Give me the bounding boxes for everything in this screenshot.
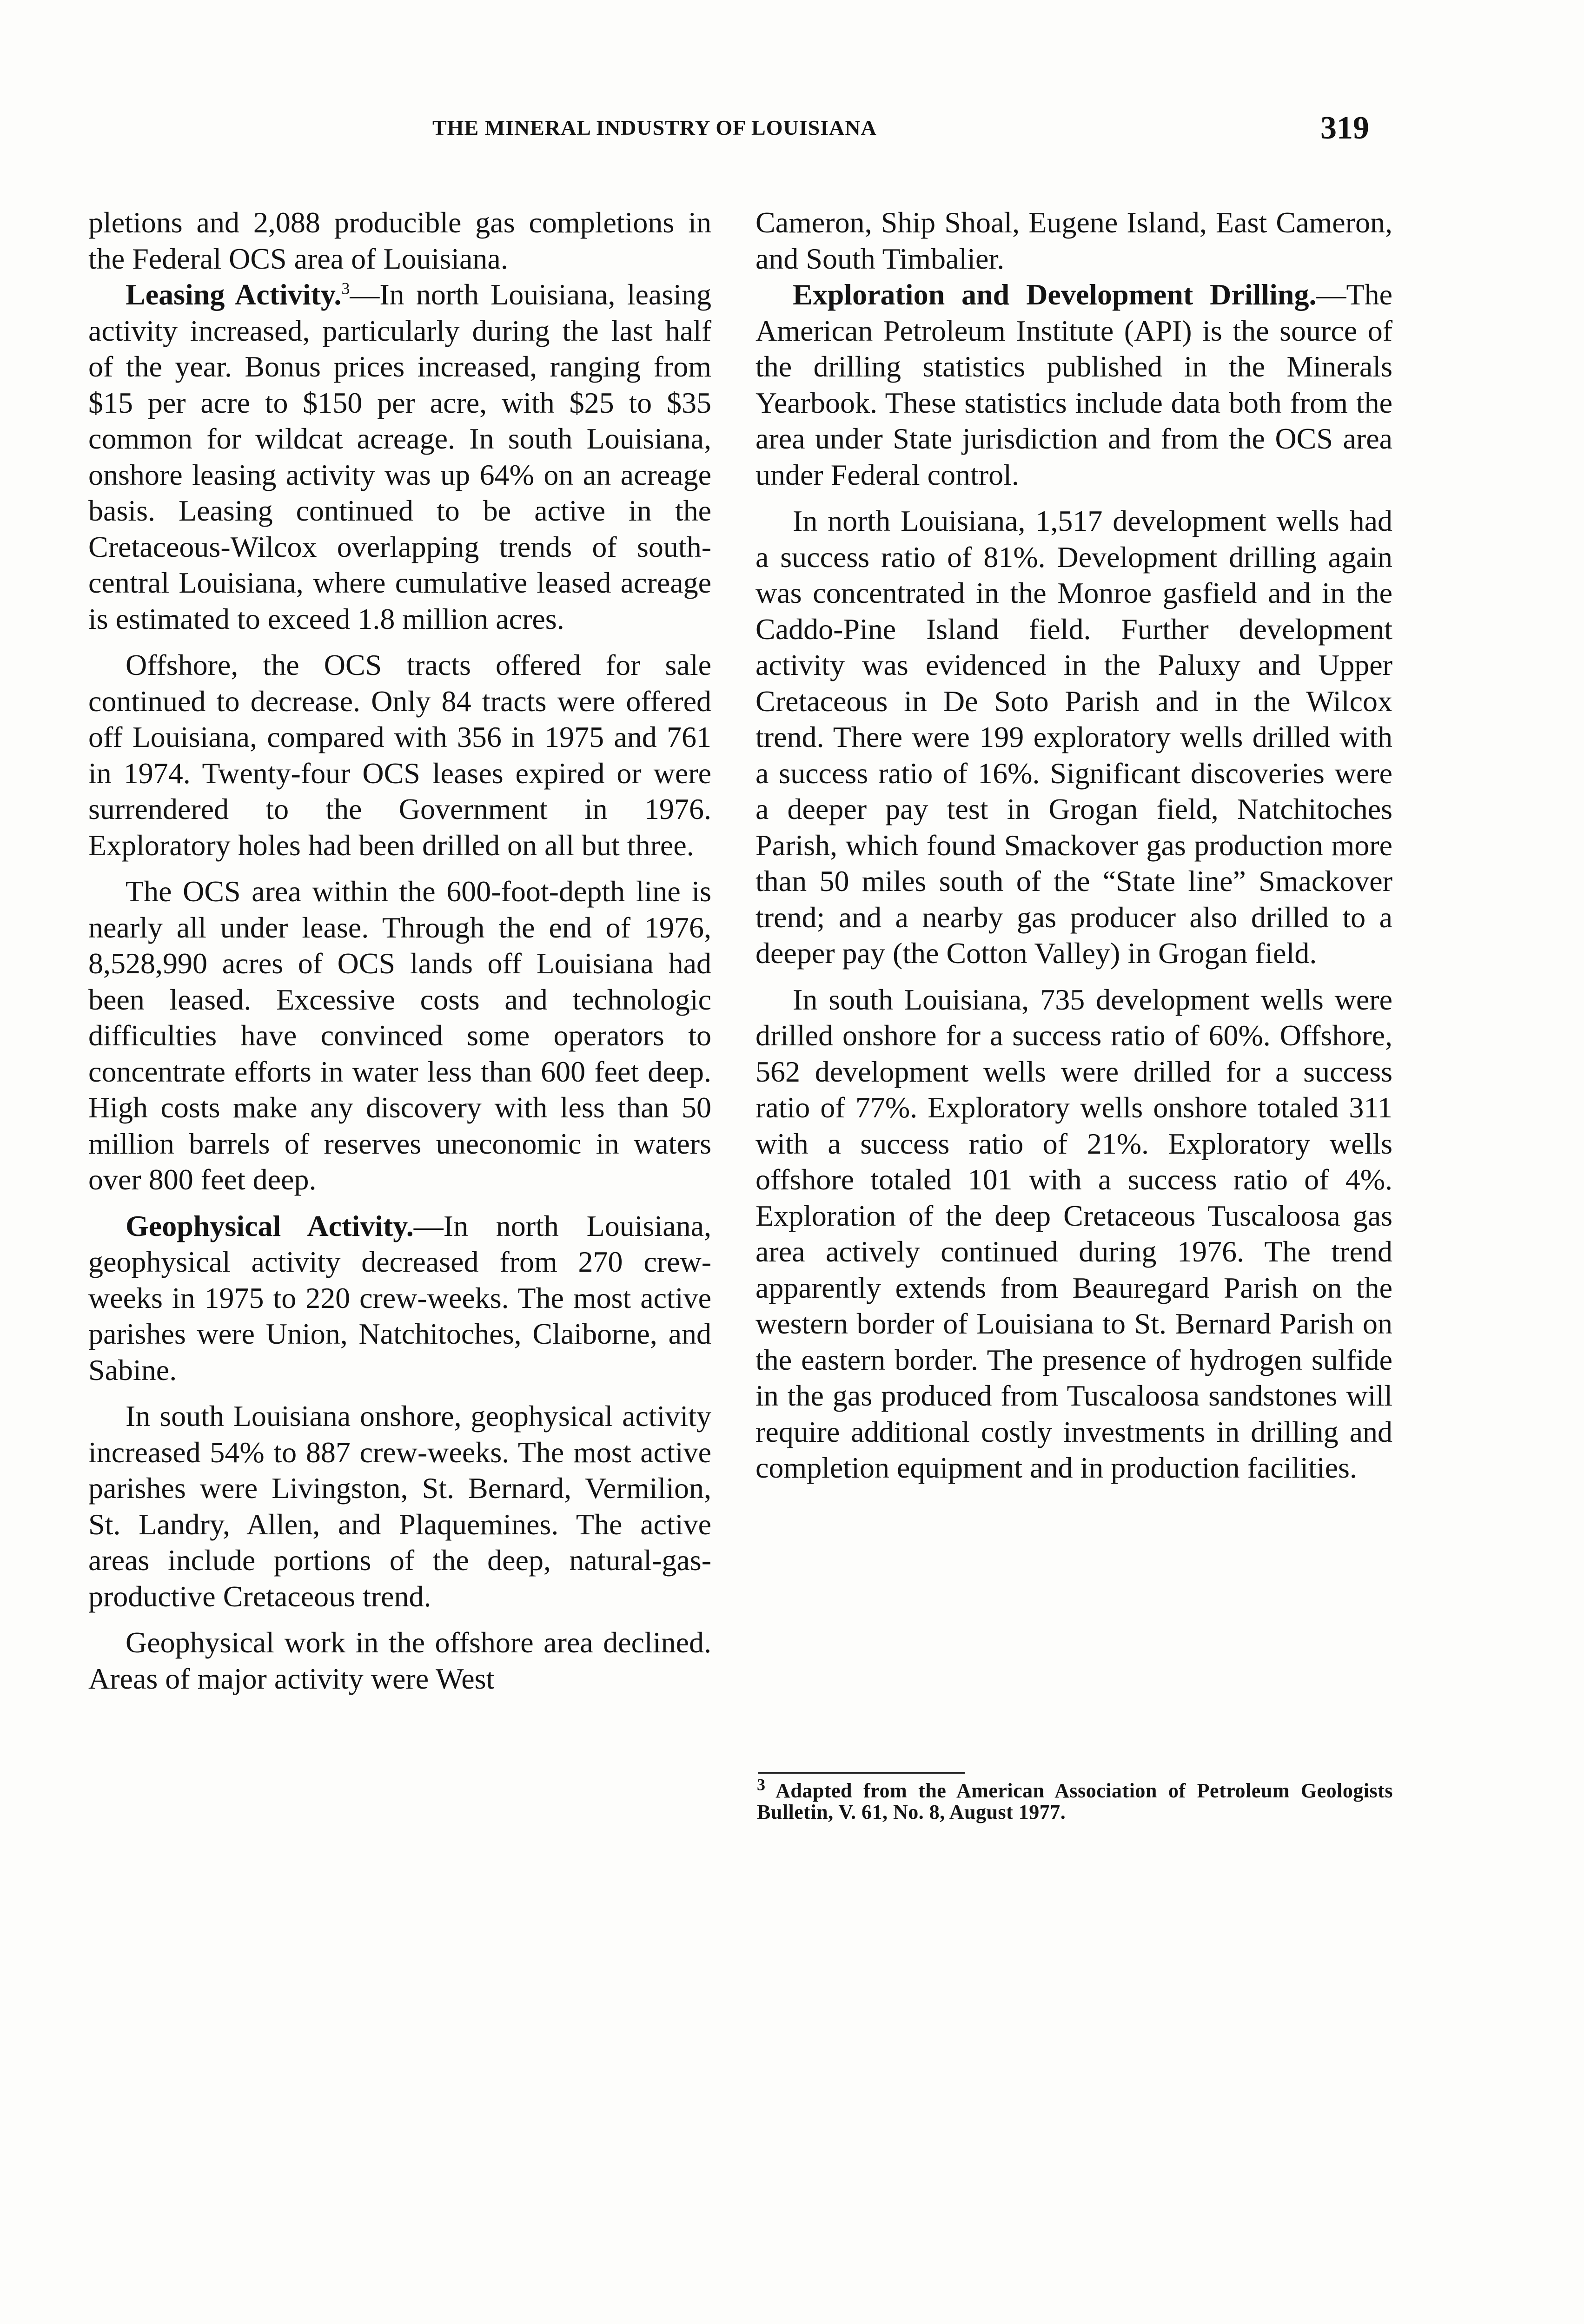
paragraph: In south Louisiana, 735 development wells were drilled onshore for a success ratio of 60%. Offshore, 562 development wells were drilled for a success ratio of 77%. Exploratory wells onshore totaled 311 with a success ratio of 21%. Exploratory wells offshore totaled 101 with a success ratio of 4%. Exploration of the deep Cretaceous Tuscaloosa gas area actively continued during 1976. The trend apparently extends from Beauregard Parish on the western border of Louisiana to St. Bernard Parish on the eastern border. The presence of hydrogen sulfide in the gas produced from Tuscaloosa sandstones will require additional costly investments in drilling and completion equipment and in production facilities. bbox=[756, 983, 1392, 1484]
paragraph: Cameron, Ship Shoal, Eugene Island, East Cameron, and South Timbalier. bbox=[756, 206, 1392, 275]
paragraph: In south Louisiana onshore, geophysical activity increased 54% to 887 crew-weeks. The most active parishes were Livingston, St. Bernard, Vermilion, St. Landry, Allen, and Plaquemines. The active areas include portions of the deep, natural-gas-productive Cretaceous trend. bbox=[88, 1400, 711, 1613]
right-column bbox=[756, 205, 1392, 1486]
footnote bbox=[757, 1775, 1393, 1823]
paragraph: Geophysical work in the offshore area declined. Areas of major activity were West bbox=[88, 1626, 711, 1695]
paragraph-text: —In north Louisiana, leasing activity increased, particularly during the last half of the year. Bonus prices increased, ranging from $15 per acre to $150 per acre, with $25 to $35 common for wildcat acreage. In south Louisiana, onshore leasing activity was up 64% on an acreage basis. Leasing continued to be active in the Cretaceous-Wilcox overlapping trends of south-central Louisiana, where cumulative leased acreage is estimated to exceed 1.8 million acres. bbox=[88, 278, 711, 635]
paragraph: pletions and 2,088 producible gas completions in the Federal OCS area of Louisiana. bbox=[88, 206, 711, 275]
paragraph-geophysical-activity bbox=[88, 1208, 711, 1388]
section-heading: Geophysical Activity. bbox=[126, 1209, 414, 1242]
paragraph-exploration-development bbox=[756, 277, 1392, 493]
paragraph-text: —In north Louisiana, geophysical activity decreased from 270 crew-weeks in 1975 to 220 crew-weeks. The most active parishes were Union, Natchitoches, Claiborne, and Sabine. bbox=[88, 1209, 712, 1386]
running-title: THE MINERAL INDUSTRY OF LOUISIANA bbox=[432, 116, 877, 139]
footnote-text: Adapted from the American Association of Petroleum Geologists Bulletin, V. 61, No. 8, August 1977. bbox=[757, 1779, 1393, 1823]
section-heading: Exploration and Development Drilling. bbox=[793, 278, 1317, 311]
paragraph-text: —The American Petroleum Institute (API) is the source of the drilling statistics published in the Minerals Yearbook. These statistics include data both from the area under State jurisdiction and from the OCS area under Federal control. bbox=[756, 278, 1392, 491]
paragraph: The OCS area within the 600-foot-depth line is nearly all under lease. Through the end of 1976, 8,528,990 acres of OCS lands off Louisiana had been leased. Excessive costs and technologic difficulties have convinced some operators to concentrate efforts in water less than 600 feet deep. High costs make any discovery with less than 50 million barrels of reserves uneconomic in waters over 800 feet deep. bbox=[88, 875, 711, 1196]
page-number: 319 bbox=[1320, 110, 1369, 146]
footnote-divider bbox=[758, 1772, 965, 1774]
left-column bbox=[88, 205, 711, 1697]
paragraph-leasing-activity bbox=[88, 277, 711, 637]
paragraph: Offshore, the OCS tracts offered for sale continued to decrease. Only 84 tracts were offered off Louisiana, compared with 356 in 1975 and 761 in 1974. Twenty-four OCS leases expired or were surrendered to the Government in 1976. Exploratory holes had been drilled on all but three. bbox=[88, 648, 711, 862]
footnote-reference: 3 bbox=[341, 279, 350, 298]
section-heading: Leasing Activity. bbox=[126, 278, 342, 311]
paragraph: In north Louisiana, 1,517 development wells had a success ratio of 81%. Development drilling again was concentrated in the Monroe gasfield and in the Caddo-Pine Island field. Further development activity was evidenced in the Paluxy and Upper Cretaceous in De Soto Parish and in the Wilcox trend. There were 199 exploratory wells drilled with a success ratio of 16%. Significant discoveries were a deeper pay test in Grogan field, Natchitoches Parish, which found Smackover gas production more than 50 miles south of the “State line” Smackover trend; and a nearby gas producer also drilled to a deeper pay (the Cotton Valley) in Grogan field. bbox=[756, 504, 1392, 970]
footnote-marker: 3 bbox=[757, 1775, 766, 1794]
